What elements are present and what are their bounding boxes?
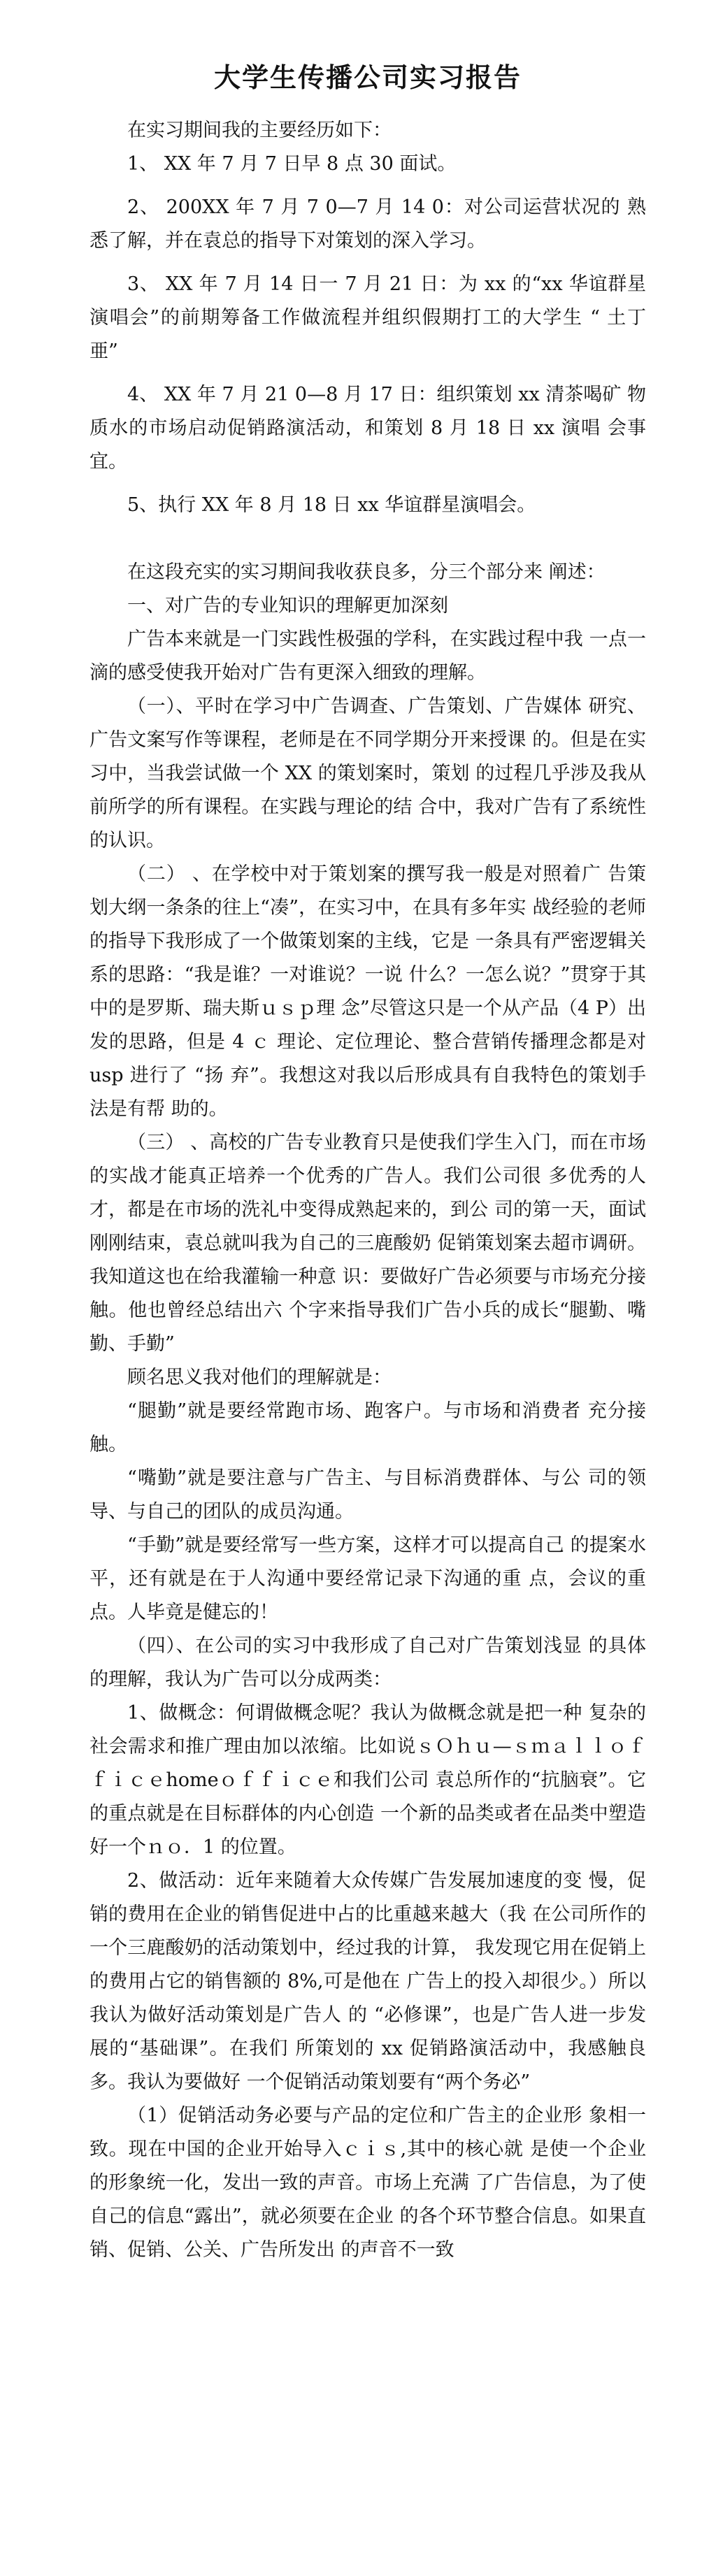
document-title: 大学生传播公司实习报告	[213, 62, 522, 93]
paragraph-item-4: 4、 XX 年 7 月 21 0—8 月 17 日：组织策划 xx 清茶喝矿 物质水的市场启动促销路演活动，和策划 8 月 18 日 xx 演唱 会事宜。	[90, 384, 646, 473]
paragraph-hands: “手勤”就是要经常写一些方案，这样才可以提高自己 的提案水平，还有就是在于人沟通中要经常记录下沟通的重 点，会议的重点。人毕竟是健忘的！	[90, 1534, 646, 1624]
paragraph-understanding: 顾名思义我对他们的理解就是：	[127, 1367, 392, 1389]
paragraph-legs: “腿勤”就是要经常跑市场、跑客户。与市场和消费者 充分接触。	[90, 1400, 646, 1456]
paragraph-point-2: （二） 、在学校中对于策划案的撰写我一般是对照着广 告策划大纲一条条的往上“凑”，在实习中，在具有多年实 战经验的老师的指导下我形成了一个做策划案的主线，它是 一条具有严密逻辑关系的思路：“我是谁？一对谁说？一说 什么？一怎么说？”贯穿于其中的是罗斯、瑞夫斯ｕｓｐ理 念”尽管这只是一个从产品（4 P）出发的思路，但是 4 ｃ 理论、定位理论、整合营销传播理念都是对 usp 进行了 “扬 弃”。我想这对我以后形成具有自我特色的策划手法是有帮 助的。	[90, 863, 646, 1121]
paragraph-practice: 广告本来就是一门实践性极强的学科，在实践过程中我 一点一滴的感受使我开始对广告有更深入细致的理解。	[90, 628, 646, 684]
paragraph-item-5: 5、执行 XX 年 8 月 18 日 xx 华谊群星演唱会。	[127, 494, 536, 517]
paragraph-mouth: “嘴勤”就是要注意与广告主、与目标消费群体、与公 司的领导、与自己的团队的成员沟通。	[90, 1467, 646, 1523]
section-heading-1: 一、对广告的专业知识的理解更加深刻	[127, 595, 448, 617]
paragraph-promotion-1: （1）促销活动务必要与产品的定位和广告主的企业形 象相一致。现在中国的企业开始导入ｃｉｓ,其中的核心就 是使一个企业的形象统一化，发出一致的声音。市场上充满 了广告信息，为了使自己的信息“露出”，就必须要在企业 的各个环节整合信息。如果直销、促销、公关、广告所发出 的声音不一致	[90, 2105, 646, 2261]
paragraph-item-1: 1、 XX 年 7 月 7 日早 8 点 30 面试。	[127, 153, 457, 175]
paragraph-point-1: （一）、平时在学习中广告调查、广告策划、广告媒体 研究、广告文案写作等课程，老师是在不同学期分开来授课 的。但是在实习中，当我尝试做一个 XX 的策划案时，策划 的过程几乎涉及我从前所学的所有课程。在实践与理论的结 合中，我对广告有了系统性的认识。	[90, 696, 646, 852]
paragraph-item-3: 3、 XX 年 7 月 14 日一 7 月 21 日：为 xx 的“xx 华谊群星 演唱会”的前期筹备工作做流程并组织假期打工的大学生 “ 土丁 亜”	[90, 273, 646, 363]
paragraph-experience-intro: 在实习期间我的主要经历如下：	[127, 120, 392, 142]
blank-line	[90, 522, 646, 556]
paragraph-item-2: 2、 200XX 年 7 月 7 0—7 月 14 0：对公司运营状况的 熟悉了解，并在袁总的指导下对策划的深入学习。	[90, 196, 646, 252]
paragraph-harvest-intro: 在这段充实的实习期间我收获良多，分三个部分来 阐述：	[127, 561, 606, 584]
paragraph-point-3: （三） 、高校的广告专业教育只是使我们学生入门，而在市场的实战才能真正培养一个优秀的广告人。我们公司很 多优秀的人才，都是在市场的洗礼中变得成熟起来的，到公 司的第一天，面试刚刚结束，袁总就叫我为自己的三鹿酸奶 促销策划案去超市调研。我知道这也在给我灌输一种意 识：要做好广告必须要与市场充分接触。他也曾经总结出六 个字来指导我们广告小兵的成长“腿勤、嘴勤、手勤”	[90, 1132, 646, 1355]
paragraph-point-4: （四）、在公司的实习中我形成了自己对广告策划浅显 的具体的理解，我认为广告可以分成两类：	[90, 1635, 646, 1691]
paragraph-concept: 1、做概念：何谓做概念呢？我认为做概念就是把一种 复杂的社会需求和推广理由加以浓缩。比如说ｓＯｈｕ—ｓｍａｌｌｏｆｆｉｃｅhomeｏｆｆｉｃｅ和我们公司 袁总所作的“抗脑衰”。它的重点就是在目标群体的内心创造 一个新的品类或者在品类中塑造好一个ｎｏ．1 的位置。	[90, 1702, 646, 1859]
paragraph-activity: 2、做活动：近年来随着大众传媒广告发展加速度的变 慢，促销的费用在企业的销售促进中占的比重越来越大（我 在公司所作的一个三鹿酸奶的活动策划中，经过我的计算， 我发现它用在促销上的费用占它的销售额的 8%,可是他在 广告上的投入却很少。）所以我认为做好活动策划是广告人 的 “必修课”，也是广告人进一步发展的“基础课”。在我们 所策划的 xx 促销路演活动中，我感触良多。我认为要做好 一个促销活动策划要有“两个务必”	[90, 1870, 646, 2094]
